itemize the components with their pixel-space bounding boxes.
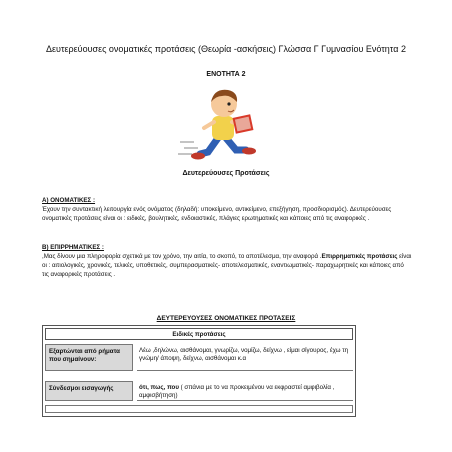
- shirt: [212, 116, 234, 140]
- illustration-caption: Δευτερεύουσες Προτάσεις: [182, 170, 270, 177]
- left-shoe: [191, 153, 205, 160]
- conjunctions-bold: ότι, πως, που: [139, 384, 179, 391]
- section-a-text: Έχουν την συντακτική λειτουργία ενός ονόματος (δηλαδή: υποκείμενο, αντικείμενο, επεξήγηση, προσδιορισμός). Δευτερεύουσες ονοματικές προτάσεις είναι οι : ειδικές, βουλητικές, ενδοιαστικές, πλάγιες ερωτηματικές και κάποιες από τις αναφορικές .: [42, 206, 392, 222]
- section-heading: ΕΝΟΤΗΤΑ 2: [206, 71, 246, 78]
- section-b-text: [42, 252, 412, 279]
- table-row-value: Λέω ,δηλώνω, αισθάνομαι, γνωρίζω, νομίζω, δείχνω , είμαι σίγουρος, έχω τη γνώμη/ άποψη, δείχνω, αισθάνομαι κ.α: [137, 344, 353, 371]
- section-b: [42, 243, 412, 279]
- table-row-value: [137, 381, 353, 401]
- section-a: [42, 196, 412, 223]
- table-empty-row: [45, 405, 353, 413]
- document-title: Δευτερεύουσες ονοματικές προτάσεις (Θεωρία -ασκήσεις) Γλώσσα Γ Γυμνασίου Ενότητα 2: [46, 44, 406, 54]
- boy-reading-illustration: [174, 82, 278, 166]
- conjunctions-note: ( σπάνια με το να προκειμένου να εκφραστεί αμφιβολία , αμφισβήτηση): [139, 384, 335, 399]
- left-leg: [200, 138, 218, 154]
- section-b-text-bold: Επιρρηματικές προτάσεις: [321, 253, 398, 260]
- table-title: ΔΕΥΤΕΡΕΥΟΥΣΕΣ ΟΝΟΜΑΤΙΚΕΣ ΠΡΟΤΑΣΕΙΣ: [156, 315, 296, 322]
- table-header: Ειδικές προτάσεις: [45, 328, 353, 340]
- table-row-label: Σύνδεσμοι εισαγωγής: [45, 381, 133, 401]
- theory-table: [42, 325, 356, 417]
- table-row-label: Εξαρτώνται από ρήματα που σημαίνουν:: [45, 344, 133, 371]
- right-shoe: [242, 148, 256, 155]
- eye: [227, 102, 230, 105]
- section-b-text-part2: είναι οι : αιτιολογικές, χρονικές, τελικές, υποθετικές, συμπερασματικές- αποτελεσματικές, εναντιωματικές- παραχωρητικές και κάποιες από τις αναφορικές προτάσεις .: [42, 253, 412, 278]
- section-a-heading: Α) ΟΝΟΜΑΤΙΚΕΣ :: [42, 197, 96, 204]
- section-b-text-part1: ,Μας δίνουν μια πληροφορία σχετικά με τον χρόνο, την αιτία, το σκοπό, το αποτέλεσμα, την αναφορά .: [42, 253, 322, 260]
- section-b-heading: Β) ΕΠΙΡΡΗΜΑΤΙΚΕΣ :: [42, 244, 104, 251]
